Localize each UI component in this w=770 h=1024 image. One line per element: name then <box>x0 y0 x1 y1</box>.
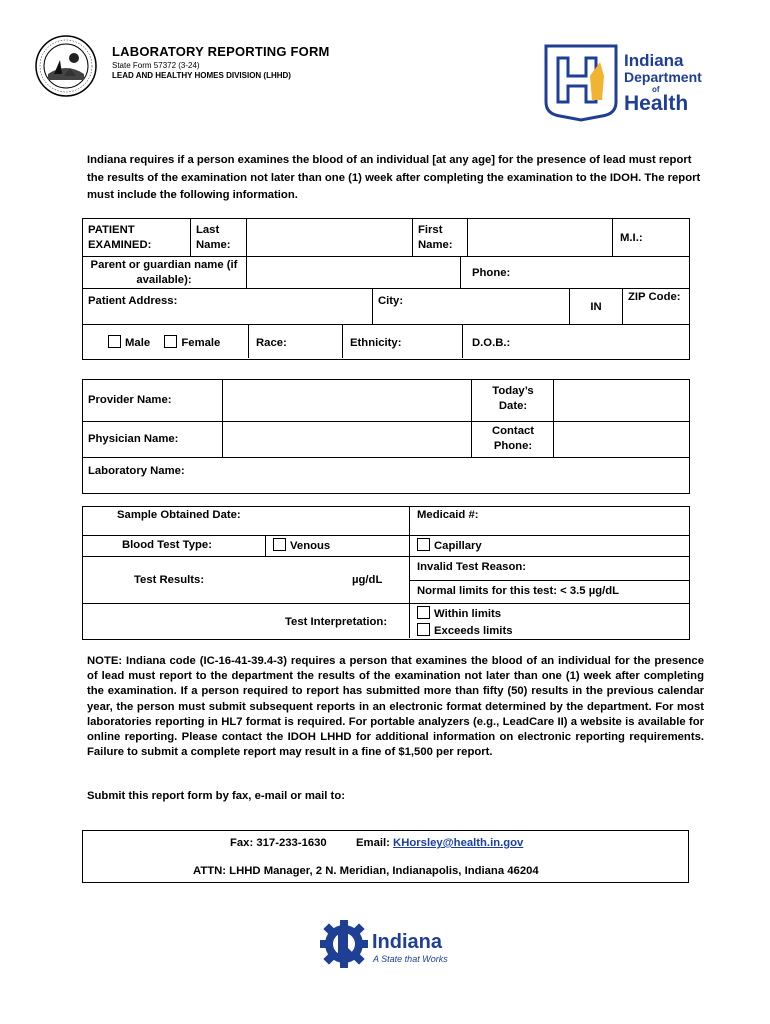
state-value: IN <box>590 301 602 313</box>
form-number: State Form 57372 (3-24) <box>112 61 200 70</box>
physician-name-field[interactable] <box>224 422 470 456</box>
mailing-address: ATTN: LHHD Manager, 2 N. Meridian, Indianapolis, Indiana 46204 <box>193 865 539 877</box>
blood-test-type-label: Blood Test Type: <box>122 539 212 551</box>
first-name-field[interactable] <box>469 219 611 255</box>
provider-name-label: Provider Name: <box>88 394 172 406</box>
medicaid-label: Medicaid #: <box>417 509 479 521</box>
email-line <box>356 836 523 851</box>
exceeds-limits-option <box>417 623 513 639</box>
sample-obtained-date-label: Sample Obtained Date: <box>117 509 241 521</box>
invalid-reason-label: Invalid Test Reason: <box>417 561 527 573</box>
normal-limits-text: Normal limits for this test: < 3.5 µg/dL <box>417 585 620 597</box>
todays-date-label: Today’s Date: <box>492 385 534 412</box>
division-name: LEAD AND HEALTHY HOMES DIVISION (LHHD) <box>112 71 291 80</box>
city-label: City: <box>378 295 404 307</box>
capillary-checkbox[interactable] <box>417 538 430 551</box>
male-label: Male <box>125 337 151 349</box>
within-limits-label: Within limits <box>434 608 502 620</box>
address-label: Patient Address: <box>88 295 178 307</box>
within-limits-checkbox[interactable] <box>417 606 430 619</box>
gear-icon <box>320 920 368 968</box>
dob-label: D.O.B.: <box>472 337 511 349</box>
logo-line2: Department <box>624 69 702 85</box>
contact-phone-field[interactable] <box>555 422 687 456</box>
exceeds-limits-label: Exceeds limits <box>434 625 513 637</box>
last-name-field[interactable] <box>248 219 411 255</box>
first-name-label: First Name: <box>418 224 453 251</box>
logo-line3: of <box>652 85 660 94</box>
intro-paragraph: Indiana requires if a person examines the blood of an individual [at any age] for the presence of lead must report the results of the examination not later than one (1) week after completing the examination to the IDOH. The report must include the following information. <box>87 154 701 201</box>
test-results-label: Test Results: <box>134 574 205 586</box>
last-name-label: Last Name: <box>196 224 231 251</box>
email-link[interactable]: KHorsley@health.in.gov <box>393 837 524 849</box>
test-results-field[interactable] <box>220 560 330 598</box>
capillary-label: Capillary <box>434 540 482 552</box>
results-unit: µg/dL <box>352 574 383 586</box>
male-checkbox[interactable] <box>108 335 121 348</box>
zip-label: ZIP Code: <box>628 291 681 303</box>
todays-date-field[interactable] <box>555 380 687 420</box>
laboratory-name-label: Laboratory Name: <box>88 465 185 477</box>
email-label: Email: <box>356 837 394 849</box>
guardian-label: Parent or guardian name (if available): <box>90 259 238 286</box>
female-label: Female <box>181 337 221 349</box>
physician-name-label: Physician Name: <box>88 433 179 445</box>
state-seal-image <box>34 34 98 98</box>
test-interpretation-label: Test Interpretation: <box>285 616 388 628</box>
logo-line1: Indiana <box>624 51 684 70</box>
form-title: LABORATORY REPORTING FORM <box>112 44 330 59</box>
idoh-logo <box>544 42 706 122</box>
footer-logo-tagline: A State that Works <box>373 954 448 964</box>
mi-label: M.I.: <box>620 232 643 244</box>
female-checkbox[interactable] <box>164 335 177 348</box>
capillary-option <box>417 538 482 554</box>
phone-label: Phone: <box>472 267 511 279</box>
provider-name-field[interactable] <box>224 380 470 420</box>
sex-options <box>108 335 220 351</box>
patient-examined-label: PATIENT EXAMINED: <box>88 224 152 251</box>
note-paragraph: NOTE: Indiana code (IC-16-41-39.4-3) requires a person that examines the blood of an individual for the presence of lead must report to the department the results of the examination not later than one (1) week after completing the examination. If a person required to report has submitted more than fifty (50) results in the previous calendar year, the person must submit subsequent reports in an electronic format determined by the department. For most laboratories reporting in HL7 format is required. For portable analyzers (e.g., LeadCare II) a website is available for online reporting. Please contact the IDOH LHHD for additional information on electronic reporting requirements. Failure to submit a complete report may result in a fine of $1,500 per report. <box>87 655 704 759</box>
venous-checkbox[interactable] <box>273 538 286 551</box>
race-label: Race: <box>256 337 287 349</box>
within-limits-option <box>417 606 501 622</box>
logo-line4: Health <box>624 92 689 115</box>
venous-label: Venous <box>290 540 331 552</box>
ethnicity-label: Ethnicity: <box>350 337 402 349</box>
footer-logo-name: Indiana <box>372 931 443 953</box>
contact-phone-label: Contact Phone: <box>491 425 535 452</box>
venous-option <box>273 538 330 554</box>
submit-instructions: Submit this report form by fax, e-mail or mail to: <box>87 790 345 802</box>
indiana-state-logo <box>318 918 458 974</box>
fax-number: Fax: 317-233-1630 <box>230 837 327 849</box>
exceeds-limits-checkbox[interactable] <box>417 623 430 636</box>
guardian-field[interactable] <box>248 257 459 287</box>
